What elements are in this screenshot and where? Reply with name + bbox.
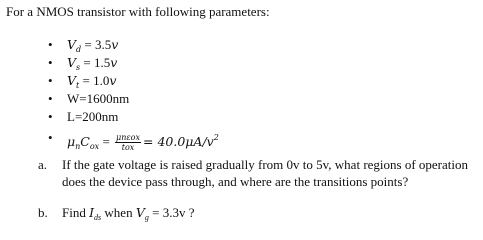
bullet: • bbox=[48, 55, 53, 70]
cox-subscript: ox bbox=[89, 142, 100, 151]
bullet: • bbox=[48, 109, 53, 124]
equals-sign: = bbox=[99, 134, 114, 149]
question-b-prefix: Find bbox=[62, 205, 90, 220]
param-length-text: L=200nm bbox=[67, 109, 119, 124]
mu-subscript: n bbox=[75, 142, 81, 151]
param-vd-value: = 3.5 bbox=[81, 37, 112, 52]
param-vt-symbol: V bbox=[67, 73, 77, 88]
question-b-suffix: = 3.3v ? bbox=[148, 205, 195, 220]
bullet: • bbox=[48, 130, 53, 145]
param-vd-unit: v bbox=[111, 37, 119, 52]
bullet: • bbox=[48, 37, 53, 52]
fraction-numerator: μnεox bbox=[116, 133, 141, 142]
param-vs-unit: v bbox=[110, 55, 118, 70]
problem-intro: For a NMOS transistor with following parameters: bbox=[6, 4, 270, 19]
vg-symbol: V bbox=[135, 205, 145, 220]
mu-symbol: μ bbox=[67, 134, 76, 149]
question-b-marker: b. bbox=[38, 205, 48, 220]
mobility-exponent: 2 bbox=[213, 133, 219, 142]
vg-subscript: g bbox=[144, 213, 149, 222]
fraction-denominator: tox bbox=[121, 143, 135, 152]
param-vt-unit: v bbox=[109, 73, 117, 88]
cox-symbol: C bbox=[80, 134, 90, 149]
mobility-value: = 40.0μA/v bbox=[143, 134, 214, 149]
param-vd-symbol: V bbox=[67, 37, 77, 52]
ids-subscript: ds bbox=[94, 213, 102, 222]
param-vt-value: = 1.0 bbox=[79, 73, 110, 88]
question-a-line1: If the gate voltage is raised gradually from 0v to 5v, what regions of operation bbox=[62, 157, 469, 172]
question-a-line2: does the device pass through, and where are the transitions points? bbox=[62, 174, 409, 189]
question-b-when: when bbox=[101, 205, 136, 220]
param-vs-subscript: s bbox=[76, 63, 81, 72]
fraction bbox=[115, 133, 141, 152]
param-vt-subscript: t bbox=[76, 81, 80, 90]
param-width-text: W=1600nm bbox=[67, 91, 130, 106]
param-vs-value: = 1.5 bbox=[80, 55, 111, 70]
param-vd-subscript: d bbox=[76, 45, 82, 54]
bullet: • bbox=[48, 73, 53, 88]
ids-symbol: I bbox=[89, 205, 95, 220]
param-vs-symbol: V bbox=[67, 55, 77, 70]
question-a-marker: a. bbox=[38, 157, 48, 172]
bullet: • bbox=[48, 91, 53, 106]
